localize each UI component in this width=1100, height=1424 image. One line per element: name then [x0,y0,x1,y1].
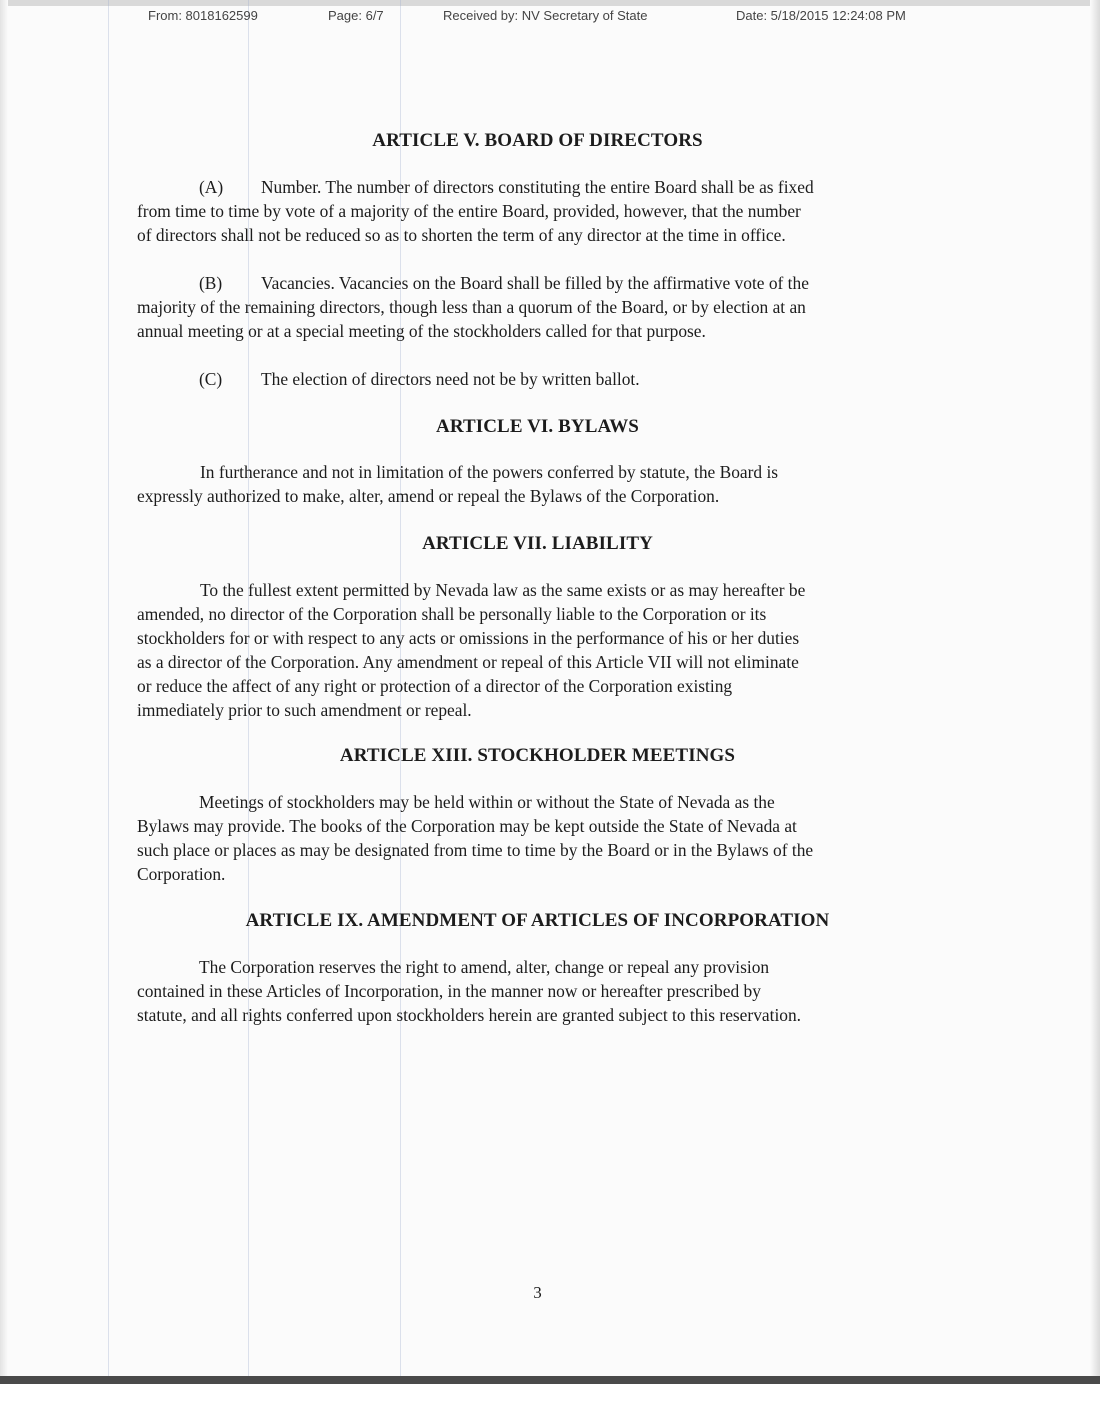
scan-margin-bottom [0,1384,1100,1424]
article-v-a-label: (A) [199,177,224,197]
fax-received-by: Received by: NV Secretary of State [443,8,648,23]
scan-edge-bottom [0,1376,1100,1384]
article-v-c-line: (C) The election of directors need not be by written ballot. [199,369,640,389]
article-vi-line-2: expressly authorized to make, alter, amend or repeal the Bylaws of the Corporation. [137,486,720,506]
article-ix-line-1: The Corporation reserves the right to amend, alter, change or repeal any provision [199,957,770,977]
article-v-a-line-2: from time to time by vote of a majority of the entire Board, provided, however, that the number [137,201,801,221]
article-ix-line-3: statute, and all rights conferred upon stockholders herein are granted subject to this reservation. [137,1005,802,1025]
article-ix-line-2: contained in these Articles of Incorporation, in the manner now or hereafter prescribed by [137,981,761,1001]
article-vii-line-2: amended, no director of the Corporation shall be personally liable to the Corporation or its [137,604,767,624]
scan-streak [108,0,109,1376]
article-vi-heading: ARTICLE VI. BYLAWS [436,416,639,437]
article-vii-line-3: stockholders for or with respect to any acts or omissions in the performance of his or her duties [137,628,800,648]
scan-edge-right [1090,0,1100,1424]
article-xiii-heading: ARTICLE XIII. STOCKHOLDER MEETINGS [339,745,736,766]
article-vii-heading: ARTICLE VII. LIABILITY [422,533,653,554]
article-ix-heading: ARTICLE IX. AMENDMENT OF ARTICLES OF INCORPORATION [245,910,830,931]
article-v-heading: ARTICLE V. BOARD OF DIRECTORS [372,130,703,151]
article-xiii-line-3: such place or places as may be designated from time to time by the Board or in the Bylaws of the [137,840,814,860]
article-v-b-label: (B) [199,273,223,293]
article-v-b-line-2: majority of the remaining directors, though less than a quorum of the Board, or by election at an [137,297,806,317]
article-vi-line-1: In furtherance and not in limitation of the powers conferred by statute, the Board is [200,462,779,482]
article-vii-line-5: or reduce the affect of any right or protection of a director of the Corporation existing [137,676,733,696]
article-xiii-line-2: Bylaws may provide. The books of the Corporation may be kept outside the State of Nevada at [137,816,797,836]
article-v-a-line-3: of directors shall not be reduced so as to shorten the term of any director at the time in office. [137,225,786,245]
article-v-c-label: (C) [199,369,223,389]
article-vii-line-4: as a director of the Corporation. Any amendment or repeal of this Article VII will not eliminate [137,652,799,672]
article-v-b-line-1: (B) Vacancies. Vacancies on the Board shall be filled by the affirmative vote of the [199,273,809,293]
scan-edge-left [0,0,8,1424]
fax-from: From: 8018162599 [148,8,258,23]
article-xiii-line-4: Corporation. [137,864,226,884]
article-v-b-line-3: annual meeting or at a special meeting of the stockholders called for that purpose. [137,321,706,341]
fax-header [0,4,1100,28]
page-number: 3 [533,1283,542,1302]
fax-date: Date: 5/18/2015 12:24:08 PM [736,8,906,23]
article-vii-line-1: To the fullest extent permitted by Nevada law as the same exists or as may hereafter be [200,580,806,600]
article-v-a-line-1: (A) Number. The number of directors constituting the entire Board shall be as fixed [199,177,814,197]
article-xiii-line-1: Meetings of stockholders may be held within or without the State of Nevada as the [199,792,775,812]
article-vii-line-6: immediately prior to such amendment or repeal. [137,700,472,720]
fax-page: Page: 6/7 [328,8,384,23]
